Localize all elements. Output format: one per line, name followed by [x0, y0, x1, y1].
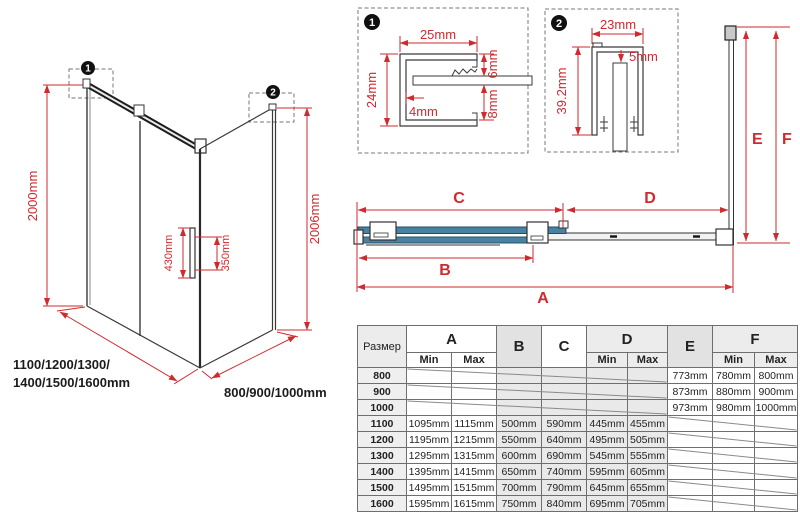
table-cell	[755, 480, 798, 496]
detail2-badge-number: 2	[555, 18, 563, 30]
table-cell: 445mm	[587, 416, 628, 432]
size-table	[357, 325, 798, 512]
clip-left	[600, 116, 608, 132]
table-cell	[755, 432, 798, 448]
table-cell: 495mm	[587, 432, 628, 448]
iso-width-label-line2: 1400/1500/1600mm	[13, 375, 131, 390]
table-cell	[755, 416, 798, 432]
table-cell: 550mm	[497, 432, 542, 448]
table-cell	[668, 496, 713, 512]
table-row	[358, 400, 798, 416]
table-row	[358, 480, 798, 496]
table-cell	[497, 384, 542, 400]
rail-roller-block	[134, 105, 144, 116]
detail1-top-gap-dim: 6mm	[485, 49, 500, 79]
plan-dim-e: E	[752, 131, 763, 148]
table-cell: 655mm	[628, 480, 668, 496]
glass-panel-section	[613, 63, 627, 151]
column-header-b: B	[497, 326, 542, 368]
table-cell: 1215mm	[452, 432, 497, 448]
table-row	[358, 384, 798, 400]
table-cell	[755, 448, 798, 464]
table-cell: 790mm	[542, 480, 587, 496]
table-cell: 780mm	[713, 368, 755, 384]
table-cell: 750mm	[497, 496, 542, 512]
table-cell: 645mm	[587, 480, 628, 496]
row-size-label: 1500	[358, 480, 407, 496]
badge-2-number: 2	[270, 87, 276, 99]
row-size-label: 1100	[358, 416, 407, 432]
table-cell	[713, 448, 755, 464]
detail1-badge-number: 1	[368, 17, 376, 29]
wall-bracket-top	[725, 26, 736, 40]
table-cell: 1595mm	[407, 496, 452, 512]
table-cell: 650mm	[497, 464, 542, 480]
table-cell: 695mm	[587, 496, 628, 512]
table-cell: 1295mm	[407, 448, 452, 464]
table-cell: 505mm	[628, 432, 668, 448]
iso-handle-inner-dim: 350mm	[220, 234, 232, 272]
table-cell: 705mm	[628, 496, 668, 512]
table-cell	[713, 464, 755, 480]
table-cell	[668, 448, 713, 464]
plan-view	[354, 26, 792, 307]
iso-handle-height-dim: 430mm	[163, 234, 175, 272]
size-table-wrap	[357, 325, 798, 512]
iso-height-right-dim: 2006mm	[307, 193, 322, 245]
table-cell	[542, 384, 587, 400]
plan-dim-d: D	[644, 190, 656, 207]
table-cell	[587, 384, 628, 400]
table-cell: 545mm	[587, 448, 628, 464]
iso-width-label-line1: 1100/1200/1300/	[13, 357, 110, 372]
table-cell: 1395mm	[407, 464, 452, 480]
table-cell	[713, 432, 755, 448]
plan-dim-c: C	[453, 190, 465, 207]
badge-1-number: 1	[85, 63, 91, 75]
table-cell	[452, 400, 497, 416]
end-cap-left	[354, 230, 363, 244]
table-cell: 1315mm	[452, 448, 497, 464]
table-cell: 980mm	[713, 400, 755, 416]
table-cell	[587, 368, 628, 384]
plan-dim-a: A	[537, 290, 549, 307]
table-cell: 1115mm	[452, 416, 497, 432]
table-cell: 590mm	[542, 416, 587, 432]
plan-dim-b: B	[439, 262, 451, 279]
table-cell	[407, 368, 452, 384]
row-size-label: 900	[358, 384, 407, 400]
max-subheader: Max	[452, 353, 497, 368]
isometric-view	[13, 61, 327, 400]
table-cell: 973mm	[668, 400, 713, 416]
table-cell: 640mm	[542, 432, 587, 448]
clip-right	[630, 116, 638, 132]
table-cell	[755, 496, 798, 512]
table-cell: 605mm	[628, 464, 668, 480]
row-size-label: 1200	[358, 432, 407, 448]
table-cell: 1515mm	[452, 480, 497, 496]
door-handle	[190, 228, 195, 278]
min-subheader: Min	[407, 353, 452, 368]
detail-2-rail-profile	[545, 9, 678, 152]
max-subheader: Max	[628, 353, 668, 368]
table-cell	[452, 368, 497, 384]
column-header-f: F	[713, 326, 798, 353]
table-cell: 840mm	[542, 496, 587, 512]
table-row	[358, 448, 798, 464]
table-cell	[407, 384, 452, 400]
row-size-label: 1000	[358, 400, 407, 416]
table-cell: 700mm	[497, 480, 542, 496]
table-cell	[407, 400, 452, 416]
table-row	[358, 432, 798, 448]
table-cell: 1000mm	[755, 401, 797, 414]
table-cell: 1495mm	[407, 480, 452, 496]
row-size-label: 1400	[358, 464, 407, 480]
rail-wall-bracket	[716, 229, 733, 245]
side-panel-top-cap	[269, 104, 276, 110]
table-cell	[497, 368, 542, 384]
column-header-d: D	[587, 326, 668, 353]
table-cell	[668, 464, 713, 480]
table-cell	[497, 400, 542, 416]
row-size-label: 1600	[358, 496, 407, 512]
column-header-c: C	[542, 326, 587, 368]
max-subheader: Max	[755, 353, 798, 368]
column-header-a: A	[407, 326, 497, 353]
table-cell	[755, 464, 798, 480]
table-cell	[713, 416, 755, 432]
table-cell	[542, 400, 587, 416]
min-subheader: Min	[587, 353, 628, 368]
table-cell: 1615mm	[452, 496, 497, 512]
table-cell	[668, 480, 713, 496]
detail1-height-dim: 24mm	[364, 71, 379, 109]
table-cell	[628, 384, 668, 400]
rail-end-cap	[83, 79, 90, 88]
table-cell: 1415mm	[452, 464, 497, 480]
side-panel-plan	[729, 33, 734, 245]
table-cell	[668, 432, 713, 448]
min-subheader: Min	[713, 353, 755, 368]
table-cell	[452, 384, 497, 400]
table-cell: 1195mm	[407, 432, 452, 448]
table-row	[358, 496, 798, 512]
table-cell	[668, 416, 713, 432]
table-row	[358, 464, 798, 480]
table-cell: 740mm	[542, 464, 587, 480]
detail1-bottom-gap-dim: 8mm	[485, 89, 500, 119]
table-row	[358, 416, 798, 432]
table-cell: 873mm	[668, 384, 713, 400]
detail2-gap-dim: 5mm	[629, 49, 658, 64]
detail-1-wall-profile	[358, 8, 532, 153]
table-cell: 880mm	[713, 384, 755, 400]
detail2-width-dim: 23mm	[599, 17, 637, 32]
table-cell: 690mm	[542, 448, 587, 464]
row-size-label: 800	[358, 368, 407, 384]
table-cell	[628, 368, 668, 384]
table-cell: 900mm	[755, 384, 798, 400]
size-column-header: Размер	[358, 326, 407, 368]
table-cell	[542, 368, 587, 384]
table-cell: 500mm	[497, 416, 542, 432]
table-cell	[713, 496, 755, 512]
iso-depth-label: 800/900/1000mm	[224, 385, 327, 400]
table-cell: 595mm	[587, 464, 628, 480]
table-cell	[587, 400, 628, 416]
detail1-width-dim: 25mm	[419, 27, 457, 42]
seal-profile	[452, 69, 477, 76]
detail2-height-dim: 39.2mm	[554, 67, 569, 115]
table-row	[358, 368, 798, 384]
detail1-wall-dim: 4mm	[409, 104, 438, 119]
table-cell: 1095mm	[407, 416, 452, 432]
table-cell: 800mm	[755, 368, 798, 384]
iso-height-left-dim: 2000mm	[25, 170, 40, 222]
sliding-rail	[548, 233, 718, 240]
table-cell: 600mm	[497, 448, 542, 464]
table-cell	[628, 400, 668, 416]
table-cell: 555mm	[628, 448, 668, 464]
table-cell	[713, 480, 755, 496]
plan-dim-f: F	[782, 131, 792, 148]
row-size-label: 1300	[358, 448, 407, 464]
column-header-e: E	[668, 326, 713, 368]
glass-panel-section	[413, 76, 532, 85]
table-cell: 773mm	[668, 368, 713, 384]
table-cell: 455mm	[628, 416, 668, 432]
